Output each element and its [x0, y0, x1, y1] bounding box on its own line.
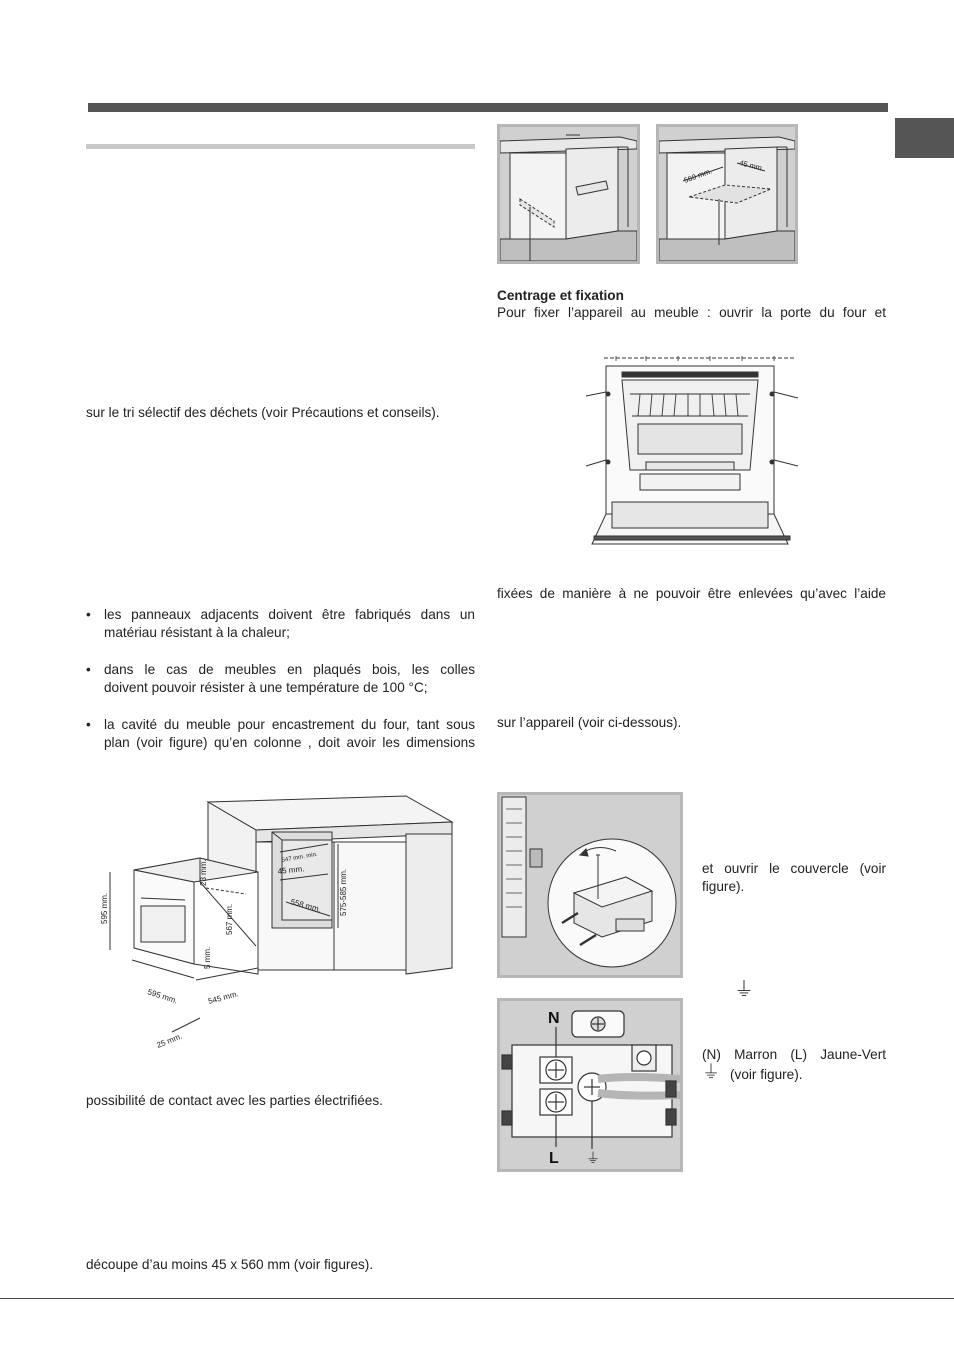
bullet-item	[86, 716, 475, 752]
dim-label: 575-585 mm.	[339, 868, 348, 916]
earth-icon: ⏚	[702, 1062, 720, 1082]
cabinet-cutout-figure	[656, 124, 798, 264]
footer-rule	[0, 1298, 954, 1299]
dim-label: 560 mm.	[682, 166, 714, 185]
bullet-line: dans le cas de meubles en plaqués bois, les colles	[104, 662, 475, 677]
terminal-block-figure	[497, 998, 683, 1172]
cover-text: et ouvrir le couvercle (voir	[702, 861, 886, 876]
neutral-label: N	[548, 1010, 560, 1027]
wiring-text: (voir figure).	[730, 1067, 803, 1082]
dim-label: 45 mm.	[738, 158, 765, 173]
dim-label: 547 mm. min.	[281, 851, 319, 864]
terminal-box-figure	[497, 792, 683, 978]
dim-label: 23 mm.	[199, 859, 208, 886]
wiring-text: (N) Marron (L) Jaune-Vert	[702, 1047, 886, 1062]
bullet-item	[86, 661, 475, 697]
cover-text: figure).	[702, 879, 745, 894]
dim-label: 25 mm.	[155, 1031, 184, 1050]
bullet-line: la cavité du meuble pour encastrement du four, tant sous	[104, 717, 475, 732]
bullet-dot: •	[86, 717, 91, 732]
bullet-line: matériau résistant à la chaleur;	[104, 625, 290, 640]
dim-label: 595 mm.	[146, 987, 179, 1006]
dim-label: 595 mm.	[100, 892, 109, 924]
bullet-line: les panneaux adjacents doivent être fabriqués dans un	[104, 607, 475, 622]
dim-label: 45 mm.	[277, 864, 305, 876]
appliance-text: sur l’appareil (voir ci-dessous).	[497, 715, 682, 730]
dim-label: 558 mm.	[289, 897, 322, 914]
bullet-dot: •	[86, 662, 91, 677]
live-label: L	[549, 1150, 559, 1167]
contact-text: possibilité de contact avec les parties électrifiées.	[86, 1093, 383, 1108]
dim-label: 567 mm.	[225, 903, 234, 935]
centering-text: Pour fixer l’appareil au meuble : ouvrir la porte du four et	[497, 305, 886, 320]
section-tab	[895, 118, 954, 158]
bullet-line: doivent pouvoir résister à une température de 100 °C;	[104, 680, 428, 695]
dim-label: 545 mm.	[207, 989, 240, 1006]
fixing-text: fixées de manière à ne pouvoir être enlevées qu’avec l’aide	[497, 586, 886, 601]
header-bar	[88, 103, 888, 112]
section-rule	[86, 144, 475, 149]
cabinet-dimension-figure	[96, 782, 456, 1054]
cutout-text: découpe d’au moins 45 x 560 mm (voir figures).	[86, 1257, 374, 1272]
bullet-item	[86, 606, 475, 642]
centering-title: Centrage et fixation	[497, 288, 624, 303]
dim-label: 5 mm.	[203, 946, 212, 969]
earth-icon: ⏚	[586, 1150, 600, 1166]
oven-front-figure	[582, 350, 804, 550]
bullet-dot: •	[86, 607, 91, 622]
cabinet-base-figure	[497, 124, 640, 264]
bullet-line: plan (voir figure) qu’en colonne , doit avoir les dimensions	[104, 735, 475, 750]
sorting-text: sur le tri sélectif des déchets (voir Précautions et conseils).	[86, 405, 440, 420]
earth-icon: ⏚	[734, 979, 754, 1001]
